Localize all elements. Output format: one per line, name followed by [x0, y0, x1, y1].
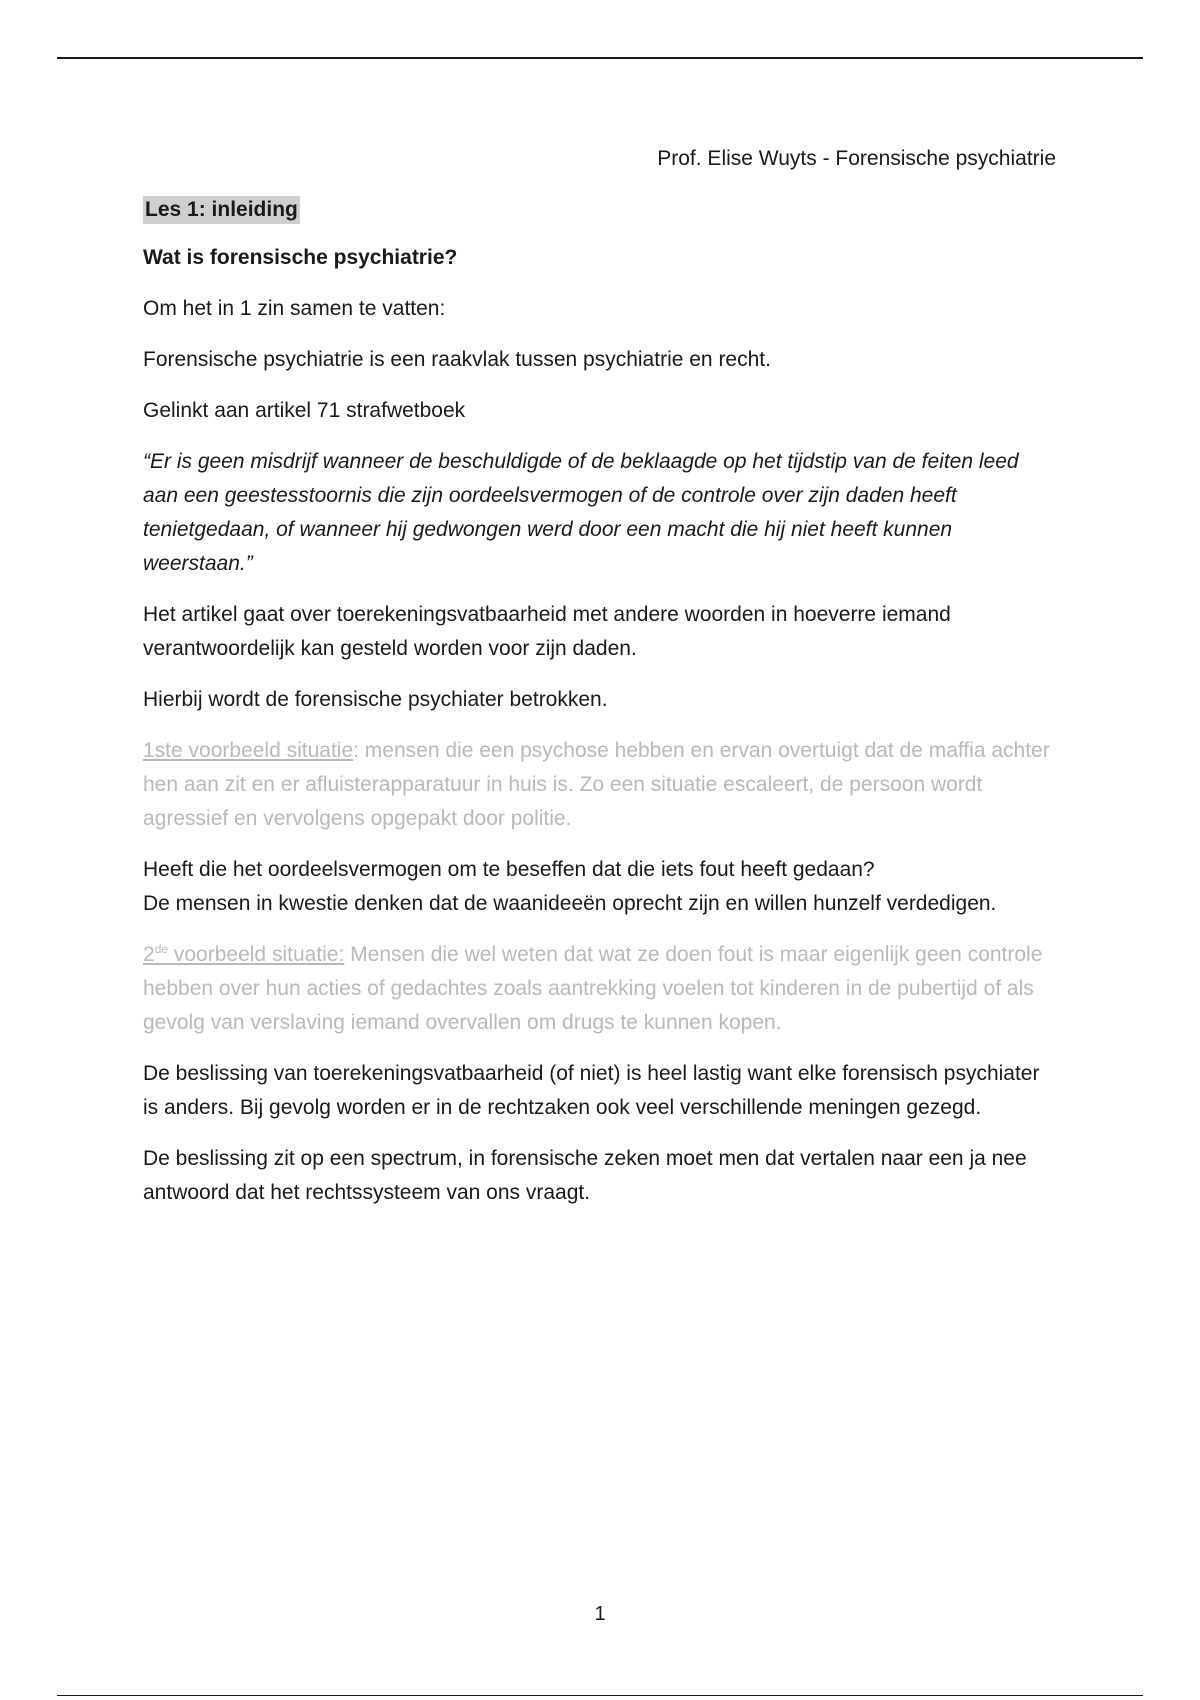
section-heading: Wat is forensische psychiatrie? — [143, 246, 458, 269]
involvement-paragraph: Hierbij wordt de forensische psychiater betrokken. — [143, 688, 608, 711]
question-line-1: Heeft die het oordeelsvermogen om te beseffen dat die iets fout heeft gedaan? — [143, 858, 875, 881]
page-header: Prof. Elise Wuyts - Forensische psychiatrie — [657, 147, 1056, 170]
example-2-label — [143, 943, 344, 966]
example-2-paragraph — [143, 938, 1059, 1040]
example-1-paragraph — [143, 734, 1059, 836]
example-2-label-sup: de — [154, 942, 169, 956]
bottom-rule — [57, 1695, 1143, 1696]
page-number: 1 — [594, 1603, 606, 1625]
question-line-2: De mensen in kwestie denken dat de waanideeën oprecht zijn en willen hunzelf verdedigen. — [143, 892, 997, 915]
question-paragraph — [143, 853, 1059, 921]
article-link-paragraph: Gelinkt aan artikel 71 strafwetboek — [143, 399, 466, 422]
top-rule — [57, 57, 1143, 59]
example-1-label: 1ste voorbeeld situatie — [143, 739, 354, 762]
document-body — [143, 193, 1059, 1227]
article-quote: “Er is geen misdrijf wanneer de beschuldigde of de beklaagde op het tijdstip van de feiten leed aan een geestesstoornis die zijn oordeelsvermogen of de controle over zijn daden heeft tenietgedaan, of wanneer hij gedwongen werd door een macht die hij niet heeft kunnen weerstaan.” — [143, 450, 1019, 575]
example-1-text: : mensen die een psychose hebben en ervan overtuigt dat de maffia achter hen aan zit en er afluisterapparatuur in huis is. Zo een situatie escaleert, de persoon wordt agressief en vervolgens opgepakt door politie. — [143, 739, 1050, 830]
example-2-label-number: 2 — [143, 943, 155, 966]
intro-paragraph: Om het in 1 zin samen te vatten: — [143, 297, 446, 320]
article-explanation-paragraph: Het artikel gaat over toerekeningsvatbaarheid met andere woorden in hoeverre iemand verantwoordelijk kan gesteld worden voor zijn daden. — [143, 603, 951, 660]
lesson-title: Les 1: inleiding — [143, 196, 300, 224]
example-2-label-rest: voorbeeld situatie: — [168, 943, 345, 966]
example-2-text: Mensen die wel weten dat wat ze doen fout is maar eigenlijk geen controle hebben over hun acties of gedachtes zoals aantrekking voelen tot kinderen in de pubertijd of als gevolg van verslaving iemand overvallen om drugs te kunnen kopen. — [143, 943, 1043, 1034]
definition-paragraph: Forensische psychiatrie is een raakvlak tussen psychiatrie en recht. — [143, 348, 771, 371]
decision-paragraph-1: De beslissing van toerekeningsvatbaarheid (of niet) is heel lastig want elke forensisch psychiater is anders. Bij gevolg worden er in de rechtzaken ook veel verschillende meningen gezegd. — [143, 1062, 1040, 1119]
decision-paragraph-2: De beslissing zit op een spectrum, in forensische zeken moet men dat vertalen naar een ja nee antwoord dat het rechtssysteem van ons vraagt. — [143, 1147, 1027, 1204]
